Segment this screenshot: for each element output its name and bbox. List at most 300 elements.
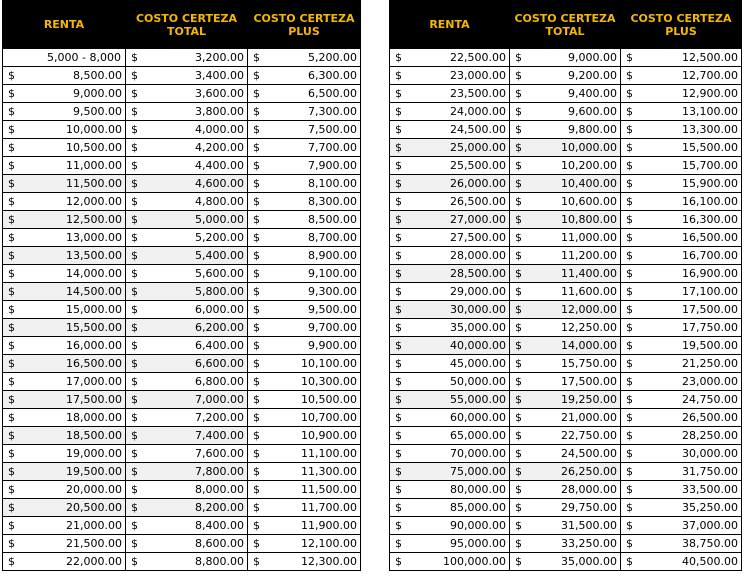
currency-sign: $ xyxy=(253,303,260,316)
currency-sign: $ xyxy=(131,105,138,118)
value-text: 21,000.00 xyxy=(561,411,617,424)
value-text: 11,200.00 xyxy=(561,249,617,262)
currency-sign: $ xyxy=(8,105,15,118)
value-text: 12,300.00 xyxy=(301,555,357,568)
total-cell xyxy=(126,85,248,103)
table-row xyxy=(3,103,361,121)
currency-sign: $ xyxy=(8,537,15,550)
value-text: 10,000.00 xyxy=(66,123,122,136)
currency-sign: $ xyxy=(395,447,402,460)
table-row xyxy=(3,499,361,517)
renta-cell xyxy=(390,211,510,229)
table-row xyxy=(390,211,742,229)
value-text: 29,750.00 xyxy=(561,501,617,514)
value-text: 50,000.00 xyxy=(450,375,506,388)
plus-cell xyxy=(621,499,742,517)
total-cell xyxy=(510,391,621,409)
currency-sign: $ xyxy=(395,141,402,154)
value-text: 9,700.00 xyxy=(308,321,357,334)
value-text: 90,000.00 xyxy=(450,519,506,532)
renta-cell xyxy=(3,391,126,409)
currency-sign: $ xyxy=(8,123,15,136)
value-text: 19,500.00 xyxy=(682,339,738,352)
currency-sign: $ xyxy=(253,69,260,82)
value-text: 5,200.00 xyxy=(308,51,357,64)
value-text: 28,250.00 xyxy=(682,429,738,442)
value-text: 8,600.00 xyxy=(195,537,244,550)
currency-sign: $ xyxy=(253,213,260,226)
header-row xyxy=(390,1,742,49)
total-cell xyxy=(510,481,621,499)
total-cell xyxy=(126,229,248,247)
value-text: 16,900.00 xyxy=(682,267,738,280)
table-row xyxy=(390,193,742,211)
value-text: 100,000.00 xyxy=(443,555,506,568)
value-text: 26,250.00 xyxy=(561,465,617,478)
value-text: 12,900.00 xyxy=(682,87,738,100)
value-text: 28,500.00 xyxy=(450,267,506,280)
currency-sign: $ xyxy=(8,285,15,298)
total-cell xyxy=(126,319,248,337)
renta-cell xyxy=(3,49,126,67)
table-row xyxy=(3,211,361,229)
value-text: 20,500.00 xyxy=(66,501,122,514)
total-cell xyxy=(510,139,621,157)
currency-sign: $ xyxy=(395,87,402,100)
currency-sign: $ xyxy=(8,357,15,370)
total-cell xyxy=(510,67,621,85)
plus-cell xyxy=(248,85,361,103)
value-text: 14,000.00 xyxy=(66,267,122,280)
currency-sign: $ xyxy=(626,87,633,100)
table-row xyxy=(3,67,361,85)
renta-cell xyxy=(3,175,126,193)
table-row xyxy=(3,391,361,409)
currency-sign: $ xyxy=(626,447,633,460)
table-row xyxy=(3,301,361,319)
table-row xyxy=(390,517,742,535)
currency-sign: $ xyxy=(626,375,633,388)
currency-sign: $ xyxy=(515,537,522,550)
value-text: 12,500.00 xyxy=(682,51,738,64)
table-row xyxy=(390,463,742,481)
value-text: 13,500.00 xyxy=(66,249,122,262)
value-text: 40,000.00 xyxy=(450,339,506,352)
value-text: 9,500.00 xyxy=(73,105,122,118)
currency-sign: $ xyxy=(515,285,522,298)
value-text: 24,750.00 xyxy=(682,393,738,406)
value-text: 9,800.00 xyxy=(568,123,617,136)
value-text: 95,000.00 xyxy=(450,537,506,550)
value-text: 10,500.00 xyxy=(301,393,357,406)
value-text: 7,400.00 xyxy=(195,429,244,442)
table-row xyxy=(390,409,742,427)
currency-sign: $ xyxy=(515,501,522,514)
currency-sign: $ xyxy=(8,141,15,154)
value-text: 10,200.00 xyxy=(561,159,617,172)
currency-sign: $ xyxy=(8,393,15,406)
total-cell xyxy=(126,535,248,553)
total-cell xyxy=(126,445,248,463)
value-text: 8,100.00 xyxy=(308,177,357,190)
value-text: 20,000.00 xyxy=(66,483,122,496)
value-text: 13,100.00 xyxy=(682,105,738,118)
value-text: 5,600.00 xyxy=(195,267,244,280)
currency-sign: $ xyxy=(395,537,402,550)
currency-sign: $ xyxy=(515,177,522,190)
value-text: 17,500.00 xyxy=(66,393,122,406)
renta-cell xyxy=(3,211,126,229)
currency-sign: $ xyxy=(395,195,402,208)
currency-sign: $ xyxy=(395,177,402,190)
value-text: 8,400.00 xyxy=(195,519,244,532)
currency-sign: $ xyxy=(131,375,138,388)
renta-cell xyxy=(390,427,510,445)
value-text: 7,800.00 xyxy=(195,465,244,478)
currency-sign: $ xyxy=(131,87,138,100)
value-text: 7,200.00 xyxy=(195,411,244,424)
table-row xyxy=(3,229,361,247)
currency-sign: $ xyxy=(131,177,138,190)
table-row xyxy=(390,157,742,175)
value-text: 9,000.00 xyxy=(73,87,122,100)
plus-cell xyxy=(248,373,361,391)
currency-sign: $ xyxy=(515,339,522,352)
currency-sign: $ xyxy=(626,519,633,532)
renta-cell xyxy=(390,49,510,67)
currency-sign: $ xyxy=(253,87,260,100)
table-row xyxy=(3,445,361,463)
value-text: 60,000.00 xyxy=(450,411,506,424)
plus-cell xyxy=(621,319,742,337)
currency-sign: $ xyxy=(626,303,633,316)
renta-cell xyxy=(3,67,126,85)
value-text: 15,900.00 xyxy=(682,177,738,190)
renta-cell xyxy=(390,85,510,103)
value-text: 16,500.00 xyxy=(66,357,122,370)
currency-sign: $ xyxy=(515,519,522,532)
value-text: 8,300.00 xyxy=(308,195,357,208)
renta-cell xyxy=(3,337,126,355)
total-cell xyxy=(126,49,248,67)
plus-cell xyxy=(621,121,742,139)
renta-cell xyxy=(3,301,126,319)
value-text: 12,250.00 xyxy=(561,321,617,334)
plus-cell xyxy=(248,355,361,373)
table-row xyxy=(3,409,361,427)
currency-sign: $ xyxy=(395,357,402,370)
renta-cell xyxy=(390,283,510,301)
value-text: 12,000.00 xyxy=(561,303,617,316)
currency-sign: $ xyxy=(131,159,138,172)
value-text: 12,100.00 xyxy=(301,537,357,550)
currency-sign: $ xyxy=(515,249,522,262)
value-text: 29,000.00 xyxy=(450,285,506,298)
currency-sign: $ xyxy=(8,447,15,460)
value-text: 9,900.00 xyxy=(308,339,357,352)
value-text: 3,200.00 xyxy=(195,51,244,64)
value-text: 37,000.00 xyxy=(682,519,738,532)
plus-cell xyxy=(248,211,361,229)
value-text: 11,300.00 xyxy=(301,465,357,478)
right-price-table xyxy=(389,0,742,571)
renta-cell xyxy=(390,553,510,571)
table-row xyxy=(390,499,742,517)
renta-cell xyxy=(390,535,510,553)
currency-sign: $ xyxy=(8,321,15,334)
value-text: 7,500.00 xyxy=(308,123,357,136)
value-text: 17,750.00 xyxy=(682,321,738,334)
value-text: 11,000.00 xyxy=(66,159,122,172)
currency-sign: $ xyxy=(515,357,522,370)
table-row xyxy=(390,301,742,319)
total-cell xyxy=(510,121,621,139)
table-row xyxy=(3,283,361,301)
currency-sign: $ xyxy=(626,213,633,226)
renta-cell xyxy=(3,481,126,499)
total-cell xyxy=(510,445,621,463)
renta-cell xyxy=(3,499,126,517)
renta-cell xyxy=(3,463,126,481)
currency-sign: $ xyxy=(515,375,522,388)
currency-sign: $ xyxy=(131,537,138,550)
total-cell xyxy=(510,265,621,283)
renta-cell xyxy=(3,121,126,139)
table-row xyxy=(390,337,742,355)
table-row xyxy=(3,49,361,67)
currency-sign: $ xyxy=(626,105,633,118)
value-text: 7,900.00 xyxy=(308,159,357,172)
currency-sign: $ xyxy=(626,393,633,406)
currency-sign: $ xyxy=(8,411,15,424)
currency-sign: $ xyxy=(626,465,633,478)
value-text: 11,100.00 xyxy=(301,447,357,460)
value-text: 6,500.00 xyxy=(308,87,357,100)
currency-sign: $ xyxy=(515,465,522,478)
renta-cell xyxy=(3,229,126,247)
table-row xyxy=(3,175,361,193)
renta-cell xyxy=(390,139,510,157)
total-cell xyxy=(126,409,248,427)
currency-sign: $ xyxy=(131,321,138,334)
currency-sign: $ xyxy=(626,123,633,136)
plus-cell xyxy=(621,553,742,571)
currency-sign: $ xyxy=(253,429,260,442)
currency-sign: $ xyxy=(8,159,15,172)
total-cell xyxy=(126,373,248,391)
value-text: 15,500.00 xyxy=(66,321,122,334)
total-cell xyxy=(126,553,248,571)
table-row xyxy=(390,247,742,265)
header-costo-plus: COSTO CERTEZA PLUS xyxy=(248,1,361,49)
value-text: 16,100.00 xyxy=(682,195,738,208)
table-row xyxy=(3,193,361,211)
currency-sign: $ xyxy=(253,555,260,568)
table-row xyxy=(390,265,742,283)
plus-cell xyxy=(621,193,742,211)
currency-sign: $ xyxy=(131,339,138,352)
currency-sign: $ xyxy=(8,501,15,514)
total-cell xyxy=(510,553,621,571)
value-text: 21,000.00 xyxy=(66,519,122,532)
plus-cell xyxy=(621,67,742,85)
currency-sign: $ xyxy=(626,411,633,424)
value-text: 28,000.00 xyxy=(450,249,506,262)
value-text: 80,000.00 xyxy=(450,483,506,496)
currency-sign: $ xyxy=(395,69,402,82)
currency-sign: $ xyxy=(515,303,522,316)
value-text: 12,000.00 xyxy=(66,195,122,208)
currency-sign: $ xyxy=(626,51,633,64)
currency-sign: $ xyxy=(515,213,522,226)
total-cell xyxy=(126,139,248,157)
currency-sign: $ xyxy=(131,267,138,280)
plus-cell xyxy=(248,229,361,247)
currency-sign: $ xyxy=(395,303,402,316)
table-row xyxy=(390,319,742,337)
value-text: 23,000.00 xyxy=(682,375,738,388)
currency-sign: $ xyxy=(131,393,138,406)
currency-sign: $ xyxy=(8,519,15,532)
value-text: 16,700.00 xyxy=(682,249,738,262)
renta-cell xyxy=(3,319,126,337)
currency-sign: $ xyxy=(515,393,522,406)
value-text: 13,000.00 xyxy=(66,231,122,244)
currency-sign: $ xyxy=(131,555,138,568)
currency-sign: $ xyxy=(131,249,138,262)
total-cell xyxy=(510,193,621,211)
currency-sign: $ xyxy=(253,195,260,208)
total-cell xyxy=(510,229,621,247)
renta-cell xyxy=(390,445,510,463)
plus-cell xyxy=(621,409,742,427)
currency-sign: $ xyxy=(395,123,402,136)
value-text: 24,000.00 xyxy=(450,105,506,118)
currency-sign: $ xyxy=(131,51,138,64)
value-text: 18,500.00 xyxy=(66,429,122,442)
total-cell xyxy=(510,499,621,517)
value-text: 10,900.00 xyxy=(301,429,357,442)
renta-cell xyxy=(3,355,126,373)
renta-cell xyxy=(390,103,510,121)
table-row xyxy=(3,337,361,355)
total-cell xyxy=(510,211,621,229)
value-text: 15,500.00 xyxy=(682,141,738,154)
table-row xyxy=(390,283,742,301)
currency-sign: $ xyxy=(253,123,260,136)
plus-cell xyxy=(621,481,742,499)
plus-cell xyxy=(248,175,361,193)
plus-cell xyxy=(248,535,361,553)
value-text: 65,000.00 xyxy=(450,429,506,442)
value-text: 4,600.00 xyxy=(195,177,244,190)
currency-sign: $ xyxy=(8,555,15,568)
value-text: 27,000.00 xyxy=(450,213,506,226)
table-row xyxy=(3,535,361,553)
currency-sign: $ xyxy=(395,555,402,568)
total-cell xyxy=(126,247,248,265)
plus-cell xyxy=(248,49,361,67)
plus-cell xyxy=(248,193,361,211)
currency-sign: $ xyxy=(515,105,522,118)
table-row xyxy=(3,427,361,445)
currency-sign: $ xyxy=(626,267,633,280)
plus-cell xyxy=(621,247,742,265)
renta-cell xyxy=(3,427,126,445)
total-cell xyxy=(126,265,248,283)
value-text: 70,000.00 xyxy=(450,447,506,460)
plus-cell xyxy=(248,427,361,445)
currency-sign: $ xyxy=(131,411,138,424)
total-cell xyxy=(126,175,248,193)
total-cell xyxy=(510,319,621,337)
currency-sign: $ xyxy=(626,501,633,514)
plus-cell xyxy=(248,247,361,265)
value-text: 33,500.00 xyxy=(682,483,738,496)
currency-sign: $ xyxy=(626,285,633,298)
total-cell xyxy=(510,247,621,265)
value-text: 33,250.00 xyxy=(561,537,617,550)
renta-cell xyxy=(390,409,510,427)
renta-cell xyxy=(390,301,510,319)
total-cell xyxy=(510,517,621,535)
total-cell xyxy=(510,409,621,427)
value-text: 35,000.00 xyxy=(561,555,617,568)
value-text: 6,800.00 xyxy=(195,375,244,388)
table-row xyxy=(390,85,742,103)
value-text: 5,000 - 8,000 xyxy=(47,51,121,64)
value-text: 23,000.00 xyxy=(450,69,506,82)
currency-sign: $ xyxy=(395,105,402,118)
currency-sign: $ xyxy=(253,267,260,280)
value-text: 9,600.00 xyxy=(568,105,617,118)
total-cell xyxy=(510,427,621,445)
total-cell xyxy=(126,211,248,229)
total-cell xyxy=(510,49,621,67)
value-text: 8,800.00 xyxy=(195,555,244,568)
currency-sign: $ xyxy=(8,303,15,316)
total-cell xyxy=(126,193,248,211)
currency-sign: $ xyxy=(515,195,522,208)
value-text: 5,000.00 xyxy=(195,213,244,226)
value-text: 9,300.00 xyxy=(308,285,357,298)
header-costo-total: COSTO CERTEZA TOTAL xyxy=(126,1,248,49)
currency-sign: $ xyxy=(395,159,402,172)
total-cell xyxy=(126,121,248,139)
table-row xyxy=(390,391,742,409)
value-text: 18,000.00 xyxy=(66,411,122,424)
currency-sign: $ xyxy=(395,51,402,64)
plus-cell xyxy=(621,85,742,103)
table-row xyxy=(3,463,361,481)
value-text: 11,900.00 xyxy=(301,519,357,532)
value-text: 3,400.00 xyxy=(195,69,244,82)
value-text: 40,500.00 xyxy=(682,555,738,568)
plus-cell xyxy=(248,283,361,301)
table-row xyxy=(3,265,361,283)
currency-sign: $ xyxy=(515,141,522,154)
total-cell xyxy=(126,481,248,499)
total-cell xyxy=(126,427,248,445)
value-text: 12,700.00 xyxy=(682,69,738,82)
currency-sign: $ xyxy=(253,483,260,496)
plus-cell xyxy=(248,445,361,463)
plus-cell xyxy=(248,265,361,283)
currency-sign: $ xyxy=(626,339,633,352)
currency-sign: $ xyxy=(253,177,260,190)
table-row xyxy=(3,373,361,391)
plus-cell xyxy=(248,103,361,121)
